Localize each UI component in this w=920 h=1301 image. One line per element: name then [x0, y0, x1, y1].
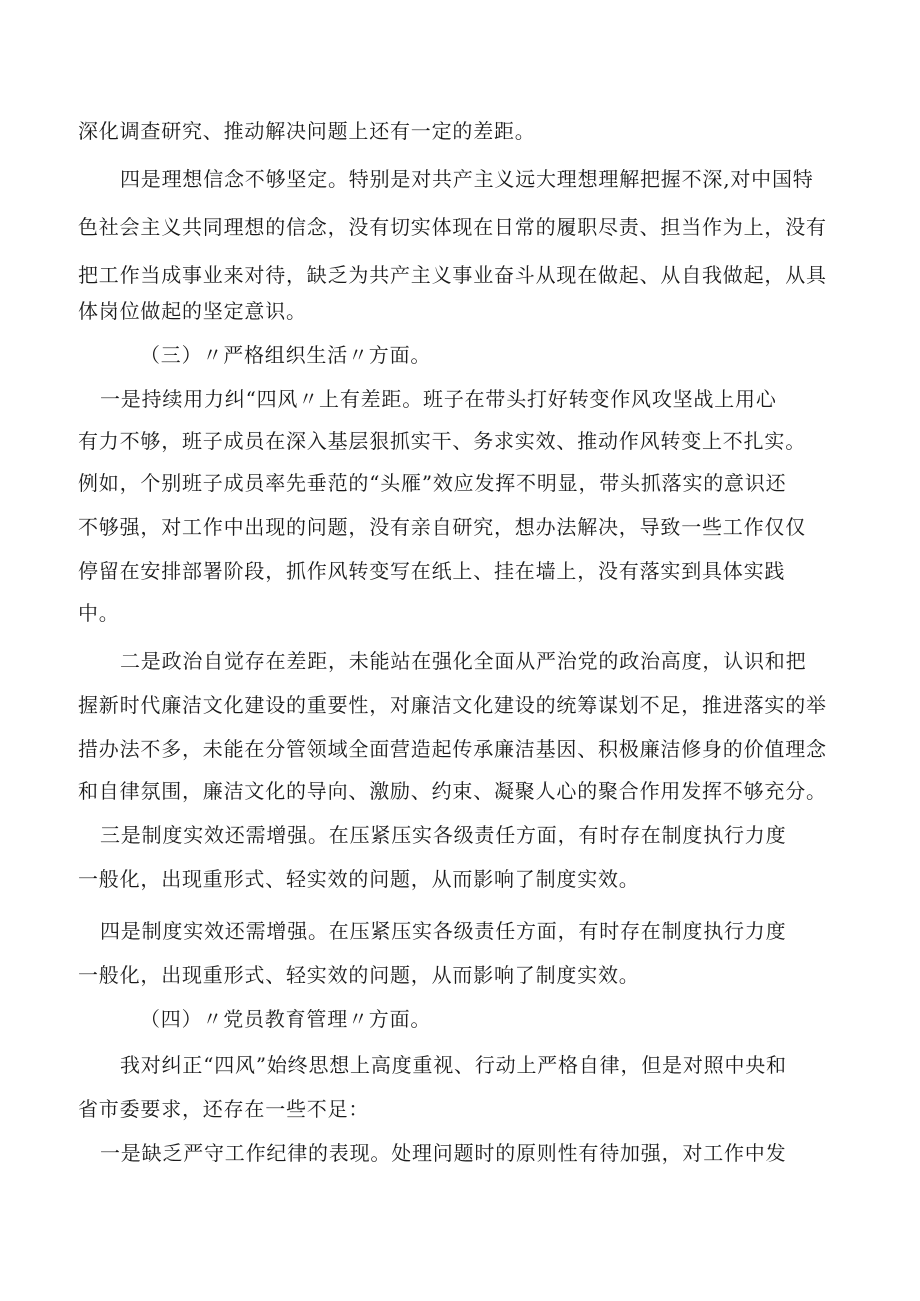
text-line: 省市委要求，还存在一些不足：	[78, 1097, 370, 1121]
text-line: 色社会主义共同理想的信念，没有切实体现在日常的履职尽责、担当作为上，没有	[78, 215, 827, 239]
text-line: 例如，个别班子成员率先垂范的“头雁”效应发挥不明显，带头抓落实的意识还	[78, 471, 787, 495]
text-line: 有力不够，班子成员在深入基层狠抓实干、务求实效、推动作风转变上不扎实。	[78, 429, 806, 453]
text-line: 握新时代廉洁文化建设的重要性，对廉洁文化建设的统筹谋划不足，推进落实的举	[78, 693, 827, 717]
text-line: 四是制度实效还需增强。在压紧压实各级责任方面，有时存在制度执行力度	[100, 919, 787, 943]
text-line: 停留在安排部署阶段，抓作风转变写在纸上、挂在墙上，没有落实到具体实践	[78, 559, 786, 583]
text-line: 一般化，出现重形式、轻实效的问题，从而影响了制度实效。	[78, 963, 640, 987]
text-line: 我对纠正“四风”始终思想上高度重视、行动上严格自律，但是对照中央和	[120, 1053, 787, 1077]
text-line: 体岗位做起的坚定意识。	[78, 299, 307, 323]
text-line: 四是理想信念不够坚定。特别是对共产主义远大理想理解把握不深,对中国特	[120, 167, 814, 191]
section-heading: （三）〃严格组织生活〃方面。	[140, 343, 432, 367]
text-line: 二是政治自觉存在差距，未能站在强化全面从严治党的政治高度，认识和把	[120, 649, 807, 673]
text-line: 和自律氛围，廉洁文化的导向、激励、约束、凝聚人心的聚合作用发挥不够充分。	[78, 779, 827, 803]
text-line: 把工作当成事业来对待，缺乏为共产主义事业奋斗从现在做起、从自我做起，从具	[78, 263, 827, 287]
text-line: 中。	[78, 601, 120, 625]
text-line: 措办法不多，未能在分管领域全面营造起传承廉洁基因、积极廉洁修身的价值理念	[78, 737, 827, 761]
text-line: 不够强，对工作中出现的问题，没有亲自研究，想办法解决，导致一些工作仅仅	[78, 515, 806, 539]
text-line: 深化调查研究、推动解决问题上还有一定的差距。	[78, 119, 536, 143]
text-line: 一般化，出现重形式、轻实效的问题，从而影响了制度实效。	[78, 867, 640, 891]
text-line: 一是缺乏严守工作纪律的表现。处理问题时的原则性有待加强，对工作中发	[100, 1141, 787, 1165]
text-line: 一是持续用力纠“四风〃上有差距。班子在带头打好转变作风攻坚战上用心	[100, 387, 777, 411]
text-line: 三是制度实效还需增强。在压紧压实各级责任方面，有时存在制度执行力度	[100, 823, 787, 847]
section-heading: （四）〃党员教育管理〃方面。	[140, 1007, 432, 1031]
